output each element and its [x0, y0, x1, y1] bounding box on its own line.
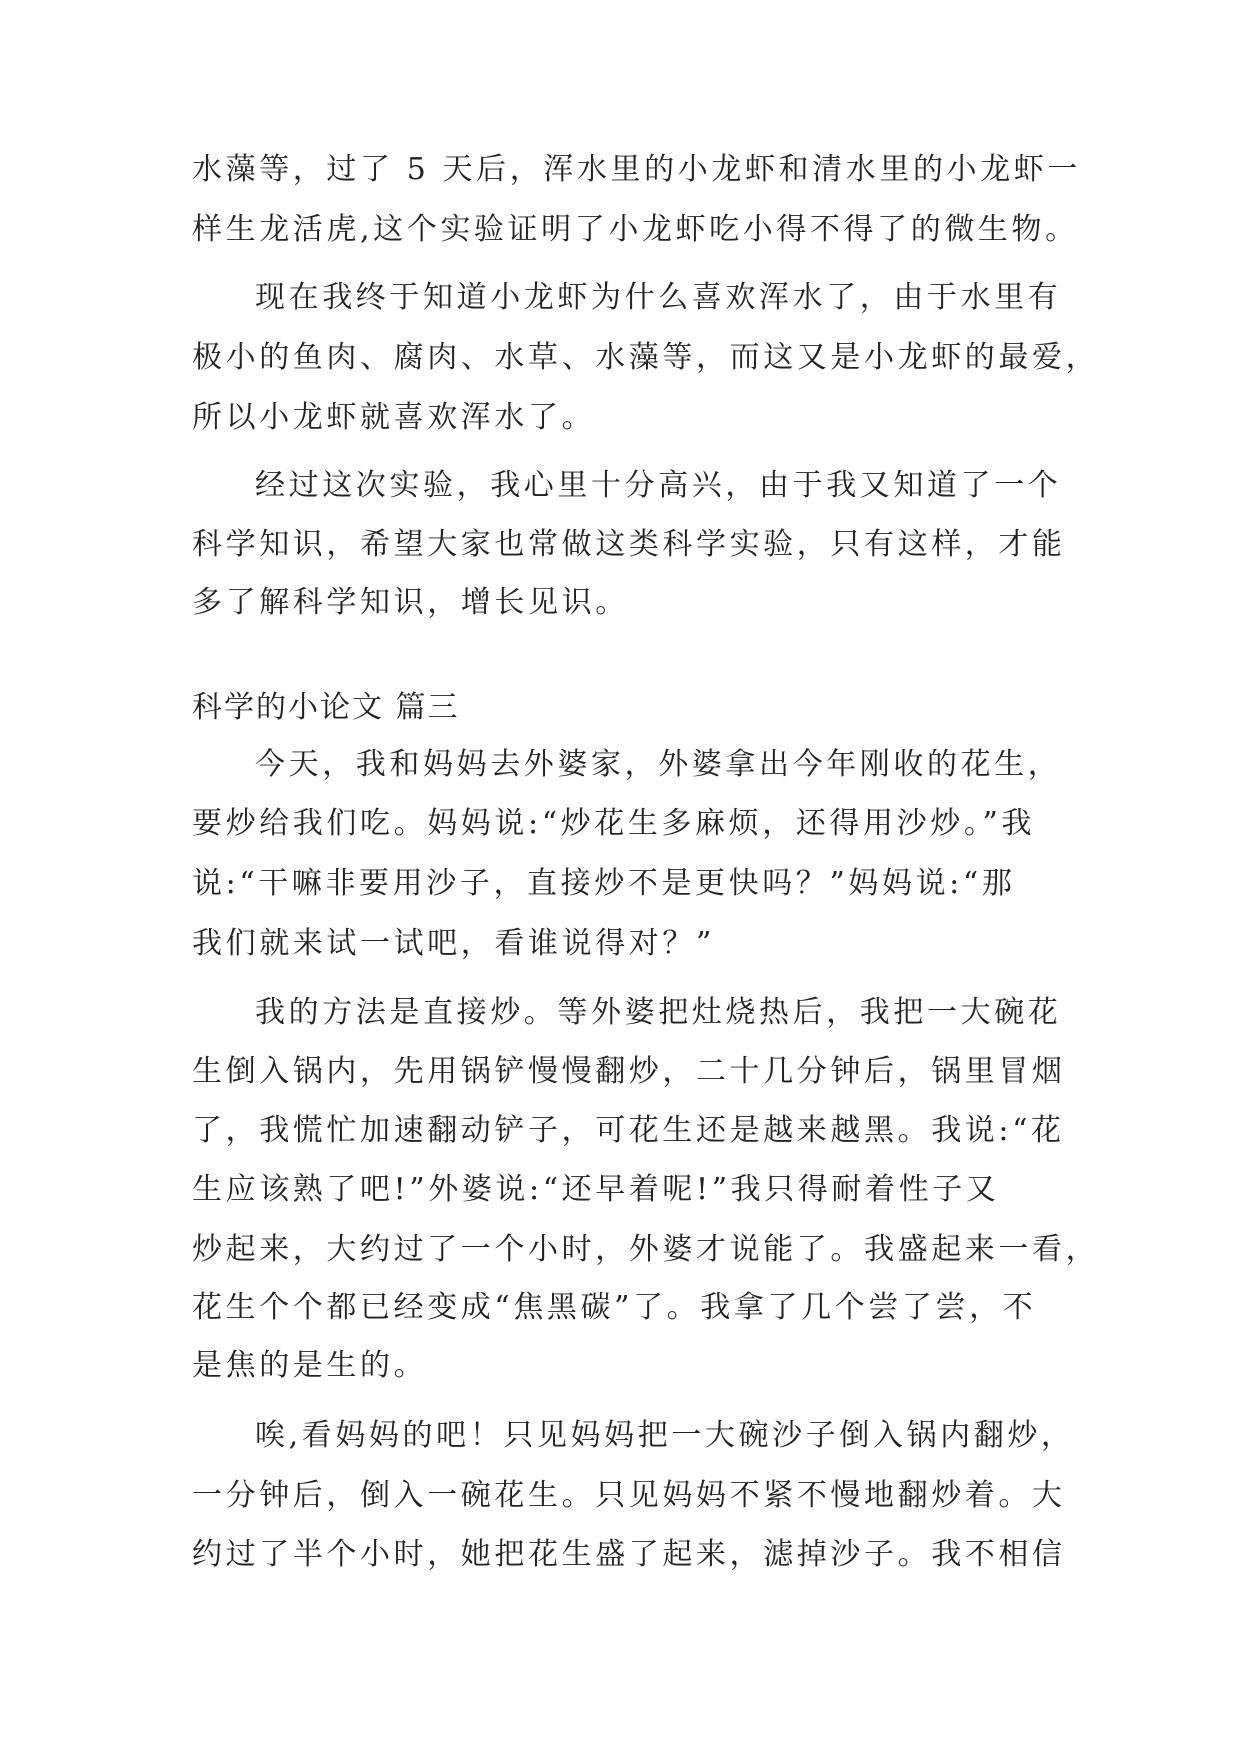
- paragraph-line: 生倒入锅内，先用锅铲慢慢翻炒，二十几分钟后，锅里冒烟: [192, 1054, 1066, 1089]
- paragraph-line: 样生龙活虎,这个实验证明了小龙虾吃小得不得了的微生物。: [192, 212, 1079, 247]
- paragraph-line: 多了解科学知识，增长见识。: [192, 585, 629, 620]
- paragraph-line: 了，我慌忙加速翻动铲子，可花生还是越来越黑。我说:“花: [192, 1113, 1065, 1148]
- paragraph-line: 一分钟后，倒入一碗花生。只见妈妈不紧不慢地翻炒着。大: [192, 1478, 1066, 1513]
- paragraph-line: 唉,看妈妈的吧！只见妈妈把一大碗沙子倒入锅内翻炒，: [255, 1418, 1075, 1453]
- paragraph-line: 炒起来，大约过了一个小时，外婆才说能了。我盛起来一看，: [192, 1232, 1100, 1267]
- paragraph-line: 是焦的是生的。: [192, 1348, 428, 1383]
- paragraph-line: 今天，我和妈妈去外婆家，外婆拿出今年刚收的花生，: [255, 747, 1062, 782]
- paragraph-line: 科学知识，希望大家也常做这类科学实验，只有这样，才能: [192, 527, 1066, 562]
- paragraph-line: 花生个个都已经变成“焦黑碳”了。我拿了几个尝了尝，不: [192, 1290, 1037, 1325]
- paragraph-line: 约过了半个小时，她把花生盛了起来，滤掉沙子。我不相信: [192, 1537, 1066, 1572]
- paragraph-line: 极小的鱼肉、腐肉、水草、水藻等，而这又是小龙虾的最爱，: [192, 340, 1100, 375]
- paragraph-line: 生应该熟了吧!”外婆说:“还早着呢!”我只得耐着性子又: [192, 1172, 1000, 1207]
- paragraph-line: 我们就来试一试吧，看谁说得对？”: [192, 926, 715, 961]
- paragraph-line: 我的方法是直接炒。等外婆把灶烧热后，我把一大碗花: [255, 995, 1062, 1030]
- paragraph-line: 要炒给我们吃。妈妈说:“炒花生多麻烦，还得用沙炒。”我: [192, 806, 1035, 841]
- paragraph-line: 经过这次实验，我心里十分高兴，由于我又知道了一个: [255, 468, 1062, 503]
- paragraph-line: 水藻等，过了 5 天后，浑水里的小龙虾和清水里的小龙虾一: [192, 152, 1081, 187]
- paragraph-line: 说:“干嘛非要用沙子，直接炒不是更快吗？”妈妈说:“那: [192, 866, 1016, 901]
- paragraph-line: 现在我终于知道小龙虾为什么喜欢浑水了，由于水里有: [255, 280, 1062, 315]
- paragraph-line: 所以小龙虾就喜欢浑水了。: [192, 400, 596, 435]
- section-heading: 科学的小论文 篇三: [192, 690, 460, 725]
